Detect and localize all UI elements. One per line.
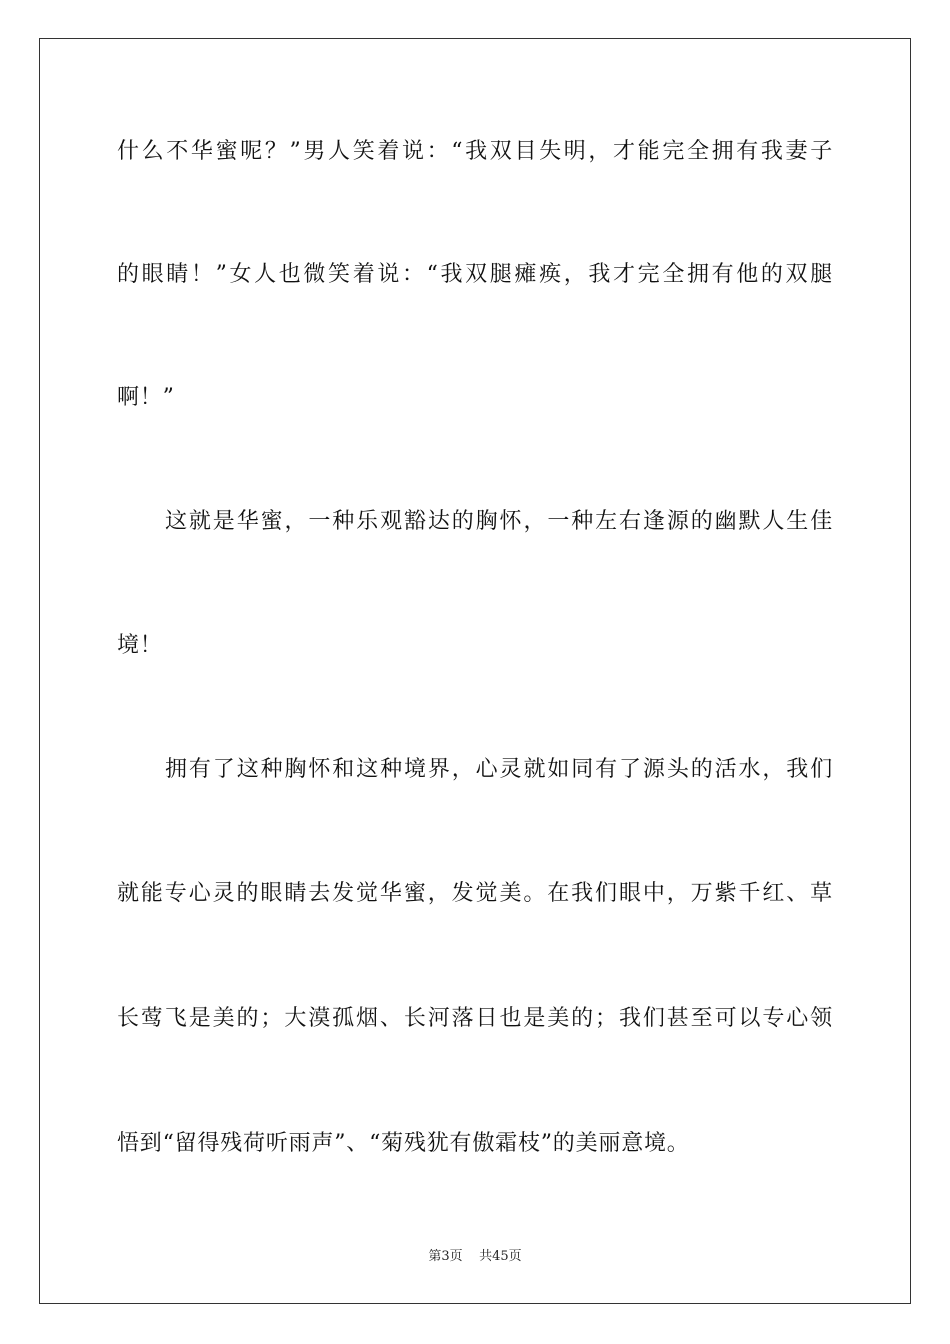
paragraph-line: 悟到“留得残荷听雨声”、“菊残犹有傲霜枝”的美丽意境。 <box>117 1131 690 1156</box>
paragraph-line: 的眼睛！”女人也微笑着说：“我双腿瘫痪，我才完全拥有他的双腿 <box>117 262 833 287</box>
paragraph-line: 什么不华蜜呢？”男人笑着说：“我双目失明，才能完全拥有我妻子 <box>117 139 833 164</box>
paragraph-line: 境！ <box>117 633 163 658</box>
paragraph-line: 这就是华蜜，一种乐观豁达的胸怀，一种左右逢源的幽默人生佳 <box>165 509 833 534</box>
page-total: 共45页 <box>479 1249 522 1264</box>
paragraph-line: 啊！” <box>117 385 175 410</box>
paragraph-line: 就能专心灵的眼睛去发觉华蜜，发觉美。在我们眼中，万紫千红、草 <box>117 881 833 906</box>
paragraph-line: 长莺飞是美的；大漠孤烟、长河落日也是美的；我们甚至可以专心领 <box>117 1006 833 1031</box>
page-number: 第3页 <box>428 1249 463 1264</box>
page-border <box>39 38 911 1304</box>
page-footer <box>0 1248 950 1266</box>
paragraph-line: 拥有了这种胸怀和这种境界，心灵就如同有了源头的活水，我们 <box>165 757 833 782</box>
